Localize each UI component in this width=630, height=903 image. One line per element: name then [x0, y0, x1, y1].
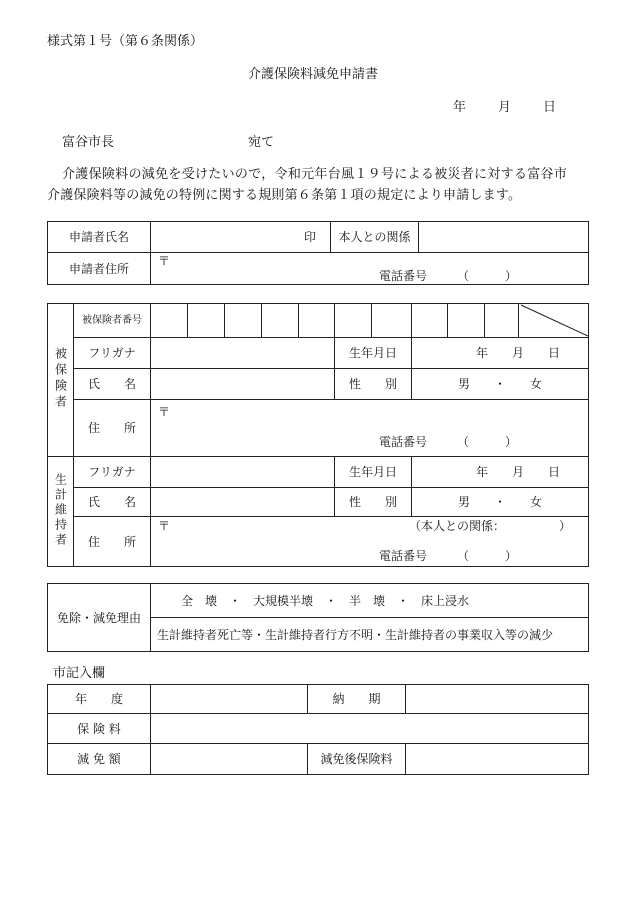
insured-sex-label: 性 別 — [335, 369, 412, 400]
insured-number-digit-box — [412, 304, 448, 338]
insured-number-digit-box — [335, 304, 372, 338]
office-use-heading: 市記入欄 — [53, 666, 106, 681]
insured-number-digit-box — [448, 304, 485, 338]
supporter-phone-label: 電話番号 （ ） — [379, 549, 518, 563]
applicant-name-cell — [151, 222, 331, 253]
fiscal-year-label: 年 度 — [48, 685, 151, 714]
applicant-table — [47, 221, 589, 285]
reduction-amount-label: 減 免 額 — [48, 744, 151, 775]
postal-mark: 〒 — [158, 254, 171, 268]
insured-section-header — [48, 304, 74, 457]
addressee: 富谷市長 — [62, 135, 115, 150]
premium-after-reduction-label: 減免後保険料 — [308, 744, 406, 775]
supporter-birthdate-format: 年 月 日 — [475, 465, 560, 479]
applicant-phone-label: 電話番号 （ ） — [379, 269, 518, 283]
insured-phone-label: 電話番号 （ ） — [379, 435, 518, 449]
damage-options: 全 壊 ・ 大規模半壊 ・ 半 壊 ・ 床上浸水 — [151, 584, 589, 618]
insured-number-digit-box — [299, 304, 335, 338]
insured-name-cell — [151, 369, 335, 400]
insured-birthdate-label: 生年月日 — [335, 338, 412, 369]
office-use-table — [47, 684, 589, 775]
supporter-furigana-cell — [151, 457, 335, 488]
insured-sex-options: 男 ・ 女 — [457, 377, 542, 391]
insured-furigana-cell — [151, 338, 335, 369]
supporter-sex-options: 男 ・ 女 — [457, 495, 542, 509]
supporter-name-cell — [151, 488, 335, 517]
supporter-birthdate-cell — [412, 457, 589, 488]
supporter-birthdate-label: 生年月日 — [335, 457, 412, 488]
other-reason-options: 生計維持者死亡等・生計維持者行方不明・生計維持者の事業収入等の減少 — [151, 618, 589, 652]
reason-table — [47, 583, 589, 652]
premium-after-reduction-cell — [406, 744, 589, 775]
applicant-name-label: 申請者氏名 — [48, 222, 151, 253]
supporter-furigana-label: フリガナ — [74, 457, 151, 488]
supporter-address-label: 住 所 — [74, 517, 151, 567]
date-line: 年 月 日 — [453, 100, 559, 115]
supporter-name-label: 氏 名 — [74, 488, 151, 517]
applicant-address-cell — [151, 253, 589, 285]
diagonal-struck-cell — [519, 304, 589, 338]
insured-name-label: 氏 名 — [74, 369, 151, 400]
insured-section-label: 被保険者 — [53, 347, 68, 411]
applicant-address-label: 申請者住所 — [48, 253, 151, 285]
insured-furigana-label: フリガナ — [74, 338, 151, 369]
form-title: 介護保険料減免申請書 — [248, 67, 379, 82]
insured-number-digit-box — [151, 304, 188, 338]
insured-address-cell — [151, 400, 589, 457]
reduction-amount-cell — [151, 744, 308, 775]
fiscal-year-cell — [151, 685, 308, 714]
diagonal-line — [519, 304, 589, 337]
insured-address-label: 住 所 — [74, 400, 151, 457]
seal-mark: 印 — [303, 230, 316, 244]
supporter-section-label: 生計維持者 — [53, 473, 68, 548]
insured-number-digit-box — [372, 304, 412, 338]
postal-mark: 〒 — [158, 405, 171, 419]
addressee-suffix: 宛て — [248, 135, 275, 150]
form-number: 様式第１号（第６条関係） — [47, 34, 204, 49]
intro-line-2: 介護保険料等の減免の特例に関する規則第６条第１項の規定により申請します。 — [47, 188, 522, 203]
postal-mark: 〒 — [158, 519, 171, 533]
supporter-sex-label: 性 別 — [335, 488, 412, 517]
applicant-relation-label: 本人との関係 — [331, 222, 419, 253]
supporter-sex-cell — [412, 488, 589, 517]
supporter-address-cell — [151, 517, 589, 567]
payment-period-label: 納 期 — [308, 685, 406, 714]
supporter-relation-note: （本人との関係： ） — [409, 519, 572, 533]
insured-table — [47, 303, 589, 567]
supporter-section-header — [48, 457, 74, 567]
payment-period-cell — [406, 685, 589, 714]
reason-label: 免除・減免理由 — [48, 584, 151, 652]
insured-birthdate-cell — [412, 338, 589, 369]
insured-number-digit-box — [188, 304, 225, 338]
insured-number-digit-box — [485, 304, 519, 338]
insured-number-digit-box — [225, 304, 262, 338]
intro-line-1: 介護保険料の減免を受けたいので，令和元年台風１９号による被災者に対する富谷市 — [62, 167, 568, 182]
premium-label: 保 険 料 — [48, 714, 151, 744]
insured-birthdate-format: 年 月 日 — [475, 346, 560, 360]
applicant-relation-cell — [419, 222, 589, 253]
insured-sex-cell — [412, 369, 589, 400]
insured-number-label: 被保険者番号 — [74, 304, 151, 338]
insured-number-digit-box — [262, 304, 299, 338]
premium-cell — [151, 714, 589, 744]
